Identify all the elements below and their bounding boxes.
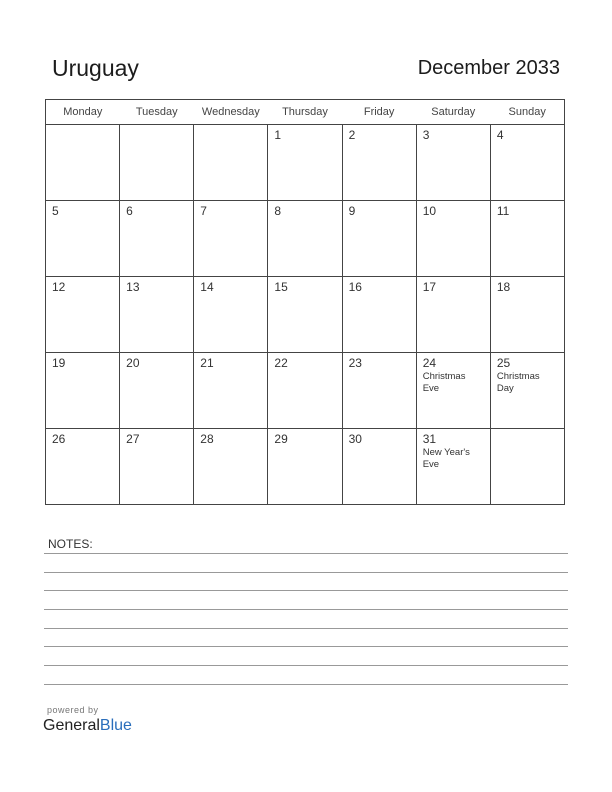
weekday-header-row xyxy=(46,100,565,125)
weekday-header: Friday xyxy=(342,100,416,125)
week-row xyxy=(46,353,565,429)
weekday-header: Saturday xyxy=(416,100,490,125)
day-cell xyxy=(268,353,342,429)
day-number: 22 xyxy=(274,356,288,370)
day-cell xyxy=(342,125,416,201)
notes-line xyxy=(44,590,568,591)
day-cell xyxy=(490,353,564,429)
month-title: December 2033 xyxy=(417,57,560,79)
generalblue-logo xyxy=(43,717,132,735)
notes-line xyxy=(44,609,568,610)
day-cell xyxy=(194,277,268,353)
day-cell xyxy=(268,277,342,353)
day-number: 12 xyxy=(52,280,66,294)
day-number: 4 xyxy=(496,128,504,142)
day-number: 24 xyxy=(422,356,437,370)
week-row xyxy=(46,277,565,353)
day-cell xyxy=(194,429,268,505)
day-number: 13 xyxy=(126,280,140,294)
day-cell xyxy=(268,125,342,201)
week-row xyxy=(46,429,565,505)
week-row xyxy=(46,201,565,277)
day-number: 26 xyxy=(52,432,66,446)
day-cell xyxy=(46,125,120,201)
logo-general-text: General xyxy=(43,717,100,734)
notes-line xyxy=(44,572,568,573)
holiday-label: New Year's Eve xyxy=(422,447,470,470)
day-cell xyxy=(120,201,194,277)
day-cell xyxy=(194,201,268,277)
day-cell xyxy=(46,353,120,429)
calendar-grid xyxy=(45,99,565,505)
day-cell xyxy=(120,353,194,429)
day-cell xyxy=(268,201,342,277)
day-number: 21 xyxy=(200,356,214,370)
weekday-header: Wednesday xyxy=(194,100,268,125)
day-cell xyxy=(490,277,564,353)
day-number: 6 xyxy=(126,204,133,218)
day-cell xyxy=(342,201,416,277)
day-cell xyxy=(268,429,342,505)
logo-blue-text: Blue xyxy=(99,717,132,734)
day-cell xyxy=(46,429,120,505)
day-number: 17 xyxy=(422,280,437,294)
day-number: 20 xyxy=(126,356,140,370)
day-number: 5 xyxy=(52,204,59,218)
day-cell xyxy=(416,353,490,429)
day-cell xyxy=(416,429,490,505)
day-number: 11 xyxy=(496,204,510,218)
day-number: 18 xyxy=(496,280,511,294)
day-cell xyxy=(416,277,490,353)
country-title: Uruguay xyxy=(52,55,139,81)
day-number: 3 xyxy=(422,128,430,142)
day-number: 27 xyxy=(126,432,140,446)
notes-line xyxy=(44,646,568,647)
weekday-header: Tuesday xyxy=(120,100,194,125)
weekday-header: Monday xyxy=(46,100,120,125)
day-cell xyxy=(120,125,194,201)
notes-line xyxy=(44,665,568,666)
day-number: 19 xyxy=(52,356,66,370)
day-cell xyxy=(194,125,268,201)
day-cell xyxy=(342,353,416,429)
day-cell xyxy=(490,125,564,201)
day-number: 9 xyxy=(348,204,356,218)
day-number: 7 xyxy=(200,204,207,218)
day-number: 14 xyxy=(200,280,214,294)
day-number: 30 xyxy=(348,432,362,446)
day-cell xyxy=(46,277,120,353)
holiday-label: Christmas Day xyxy=(496,371,540,394)
notes-line xyxy=(44,628,568,629)
day-number: 29 xyxy=(274,432,288,446)
day-cell xyxy=(342,429,416,505)
notes-line xyxy=(44,684,568,685)
day-number: 23 xyxy=(348,356,362,370)
day-number: 16 xyxy=(348,280,362,294)
holiday-label: Christmas Eve xyxy=(422,371,466,394)
day-cell xyxy=(416,125,490,201)
notes-line xyxy=(44,553,568,554)
day-cell xyxy=(120,277,194,353)
day-number: 15 xyxy=(274,280,288,294)
day-number: 1 xyxy=(274,128,282,142)
day-cell xyxy=(490,201,564,277)
day-cell xyxy=(416,201,490,277)
day-number: 8 xyxy=(274,204,282,218)
day-number: 28 xyxy=(200,432,214,446)
weekday-header: Sunday xyxy=(490,100,564,125)
day-cell xyxy=(120,429,194,505)
week-row xyxy=(46,125,565,201)
powered-by-text: powered by xyxy=(47,705,99,715)
day-number: 2 xyxy=(348,128,356,142)
weekday-header: Thursday xyxy=(268,100,342,125)
day-cell xyxy=(46,201,120,277)
day-cell xyxy=(490,429,564,505)
day-cell xyxy=(342,277,416,353)
day-number: 25 xyxy=(496,356,511,370)
day-number: 10 xyxy=(422,204,437,218)
day-number: 31 xyxy=(422,432,437,446)
notes-label: NOTES: xyxy=(48,537,93,551)
day-cell xyxy=(194,353,268,429)
